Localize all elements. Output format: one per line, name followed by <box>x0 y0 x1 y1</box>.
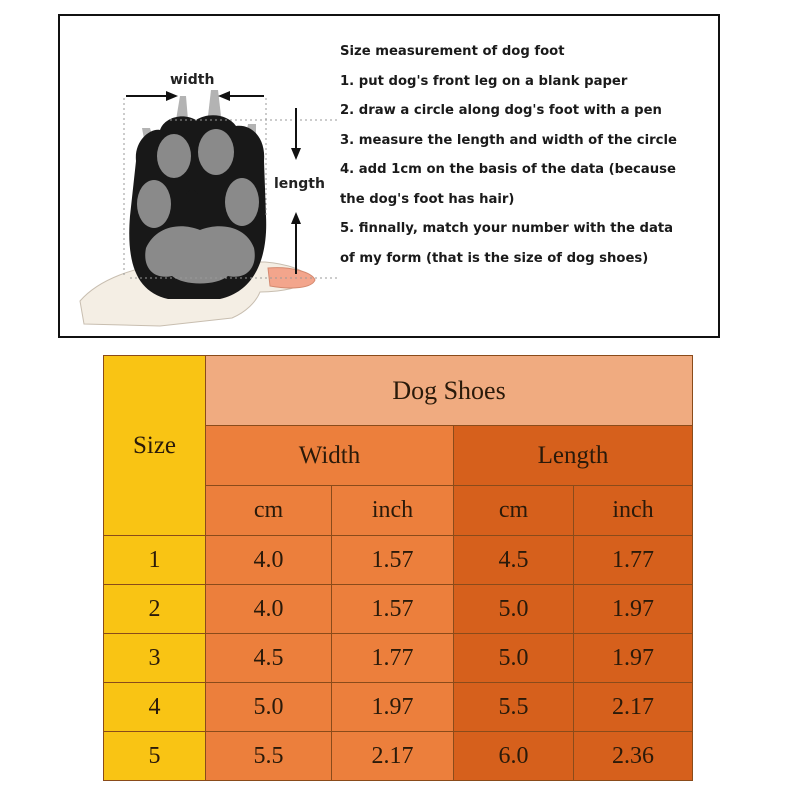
table-row <box>104 634 693 683</box>
size-cell: 2 <box>104 585 206 634</box>
length-header: Length <box>454 426 693 486</box>
width-cm-cell: 4.5 <box>206 634 332 683</box>
toe-pad-shape <box>198 129 234 175</box>
width-label: width <box>170 72 215 88</box>
paw-diagram <box>60 16 340 336</box>
instruction-line: 1. put dog's front leg on a blank paper <box>340 73 628 89</box>
instruction-line: 4. add 1cm on the basis of the data (because <box>340 162 676 177</box>
instruction-line: 2. draw a circle along dog's foot with a pen <box>340 103 662 118</box>
width-header: Width <box>206 426 454 486</box>
length-arrowhead-bottom <box>291 212 301 224</box>
size-column-header: Size <box>104 356 206 536</box>
width-inch-cell: 2.17 <box>332 732 454 781</box>
measurement-instructions-panel <box>58 14 720 338</box>
table-header-row <box>104 356 693 426</box>
width-inch-cell: 1.77 <box>332 634 454 683</box>
table-row <box>104 732 693 781</box>
pad-dot-shape <box>186 190 198 202</box>
width-arrowhead-right <box>218 91 230 101</box>
toe-pad-shape <box>225 178 259 226</box>
table-row <box>104 683 693 732</box>
unit-header-cell: inch <box>574 486 693 536</box>
size-cell: 1 <box>104 536 206 585</box>
length-arrowhead-top <box>291 148 301 160</box>
instruction-line: 3. measure the length and width of the circle <box>340 132 677 148</box>
size-cell: 4 <box>104 683 206 732</box>
width-inch-cell: 1.57 <box>332 536 454 585</box>
instructions-text <box>340 42 718 278</box>
width-cm-cell: 5.0 <box>206 683 332 732</box>
unit-header-cell: cm <box>206 486 332 536</box>
instruction-line: 5. finnally, match your number with the data <box>340 221 674 236</box>
length-inch-cell: 2.17 <box>574 683 693 732</box>
length-inch-cell: 1.97 <box>574 634 693 683</box>
size-cell: 3 <box>104 634 206 683</box>
width-cm-cell: 5.5 <box>206 732 332 781</box>
table-row <box>104 536 693 585</box>
width-inch-cell: 1.97 <box>332 683 454 732</box>
instruction-line: of my form (that is the size of dog shoes) <box>340 250 649 266</box>
length-inch-cell: 1.97 <box>574 585 693 634</box>
width-cm-cell: 4.0 <box>206 536 332 585</box>
unit-header-cell: inch <box>332 486 454 536</box>
toe-pad-shape <box>157 134 191 178</box>
length-cm-cell: 5.0 <box>454 585 574 634</box>
toe-pad-shape <box>137 180 171 228</box>
size-cell: 5 <box>104 732 206 781</box>
instruction-line: the dog's foot has hair) <box>340 191 515 207</box>
product-header: Dog Shoes <box>206 356 693 426</box>
length-label: length <box>274 176 325 192</box>
width-inch-cell: 1.57 <box>332 585 454 634</box>
claw-shape <box>208 90 221 116</box>
length-inch-cell: 1.77 <box>574 536 693 585</box>
main-pad-shape <box>145 226 255 283</box>
length-cm-cell: 5.0 <box>454 634 574 683</box>
length-cm-cell: 6.0 <box>454 732 574 781</box>
length-cm-cell: 4.5 <box>454 536 574 585</box>
length-inch-cell: 2.36 <box>574 732 693 781</box>
size-chart-table <box>103 355 693 781</box>
length-cm-cell: 5.5 <box>454 683 574 732</box>
width-cm-cell: 4.0 <box>206 585 332 634</box>
table-row <box>104 585 693 634</box>
width-arrowhead-left <box>166 91 178 101</box>
instructions-title: Size measurement of dog foot <box>340 44 565 59</box>
unit-header-cell: cm <box>454 486 574 536</box>
